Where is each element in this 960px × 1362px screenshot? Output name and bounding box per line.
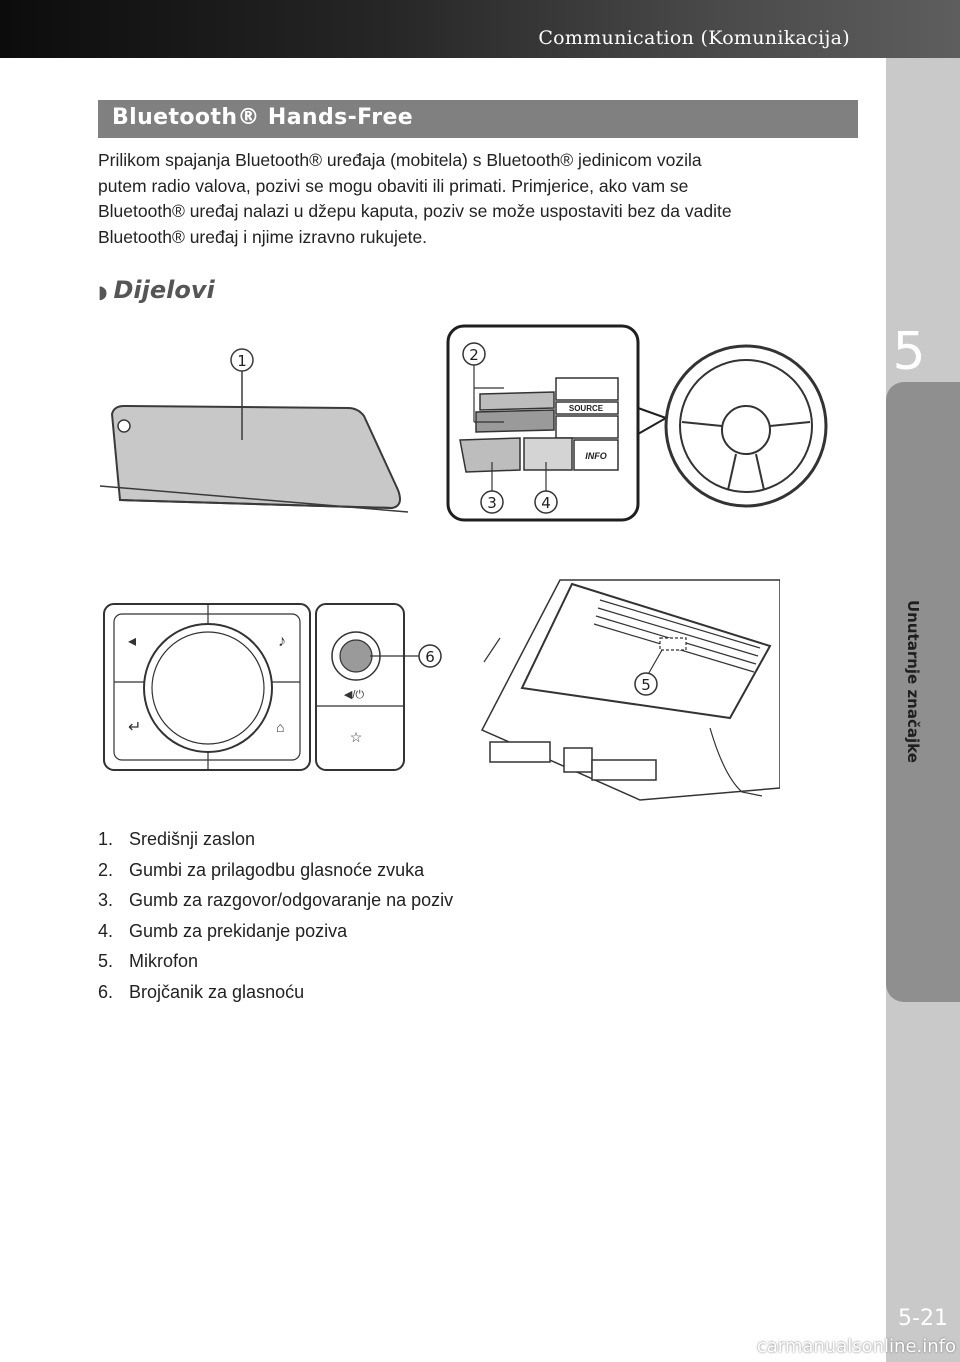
source-button-label: SOURCE (568, 404, 604, 413)
intro-line: Bluetooth® uređaj nalazi u džepu kaputa, poziv se može uspostaviti bez da vadite (98, 201, 732, 221)
intro-paragraph (98, 148, 858, 250)
list-item-number: 2. (98, 859, 114, 880)
center-display-illustration (98, 340, 418, 520)
list-item-label: Središnji zaslon (129, 829, 256, 849)
callout-3: 3 (487, 494, 497, 512)
list-item (98, 824, 453, 855)
list-item-label: Gumbi za prilagodbu glasnoće zvuka (129, 859, 425, 880)
svg-text:↵: ↵ (128, 719, 142, 736)
callout-2: 2 (469, 346, 479, 364)
subsection-heading (98, 276, 215, 304)
callout-1: 1 (237, 352, 247, 370)
intro-line: Prilikom spajanja Bluetooth® uređaja (mobitela) s Bluetooth® jedinicom vozila (98, 150, 702, 170)
commander-control-illustration (98, 596, 450, 776)
list-item-number: 1. (98, 829, 114, 849)
list-item (98, 946, 453, 977)
svg-text:♪: ♪ (278, 633, 286, 650)
steering-switch-illustration (444, 322, 834, 526)
list-item-label: Mikrofon (129, 951, 199, 971)
intro-line: putem radio valova, pozivi se mogu obaviti ili primati. Primjerice, ako vam se (98, 175, 689, 196)
callout-5: 5 (641, 676, 651, 694)
header-title: Communication (Komunikacija) (538, 27, 850, 49)
callout-6: 6 (425, 648, 435, 666)
list-item-number: 6. (98, 981, 114, 1002)
svg-text:⌂: ⌂ (276, 719, 285, 735)
svg-text:◂: ◂ (128, 633, 137, 650)
callout-4: 4 (541, 494, 551, 512)
list-item-number: 4. (98, 920, 114, 941)
list-item-label: Gumb za razgovor/odgovaranje na poziv (129, 890, 454, 910)
list-item-number: 3. (98, 890, 114, 910)
subsection-title: Dijelovi (113, 276, 215, 304)
list-item (98, 916, 453, 947)
watermark: carmanualsonline.info (756, 1336, 956, 1357)
list-item (98, 885, 453, 916)
svg-text:☆: ☆ (349, 729, 363, 745)
info-button-label: INFO (585, 451, 607, 461)
overhead-microphone-illustration (480, 578, 780, 810)
section-title: Bluetooth® Hands-Free (112, 105, 414, 130)
list-item (98, 855, 453, 886)
header-bar (0, 0, 960, 58)
svg-text:◀/⏻: ◀/⏻ (343, 689, 365, 701)
list-item-label: Brojčanik za glasnoću (129, 981, 305, 1002)
subsection-marker-icon: ◗ (98, 282, 108, 303)
chapter-number: 5 (892, 322, 926, 382)
list-item-label: Gumb za prekidanje poziva (129, 920, 348, 941)
intro-line: Bluetooth® uređaj i njime izravno rukujete. (98, 226, 428, 247)
section-header (98, 100, 858, 138)
page-number: 5-21 (898, 1306, 948, 1331)
list-item (98, 977, 453, 1008)
chapter-label: Unutarnje značajke (904, 600, 922, 763)
list-item-number: 5. (98, 951, 114, 971)
parts-list (98, 824, 453, 1007)
